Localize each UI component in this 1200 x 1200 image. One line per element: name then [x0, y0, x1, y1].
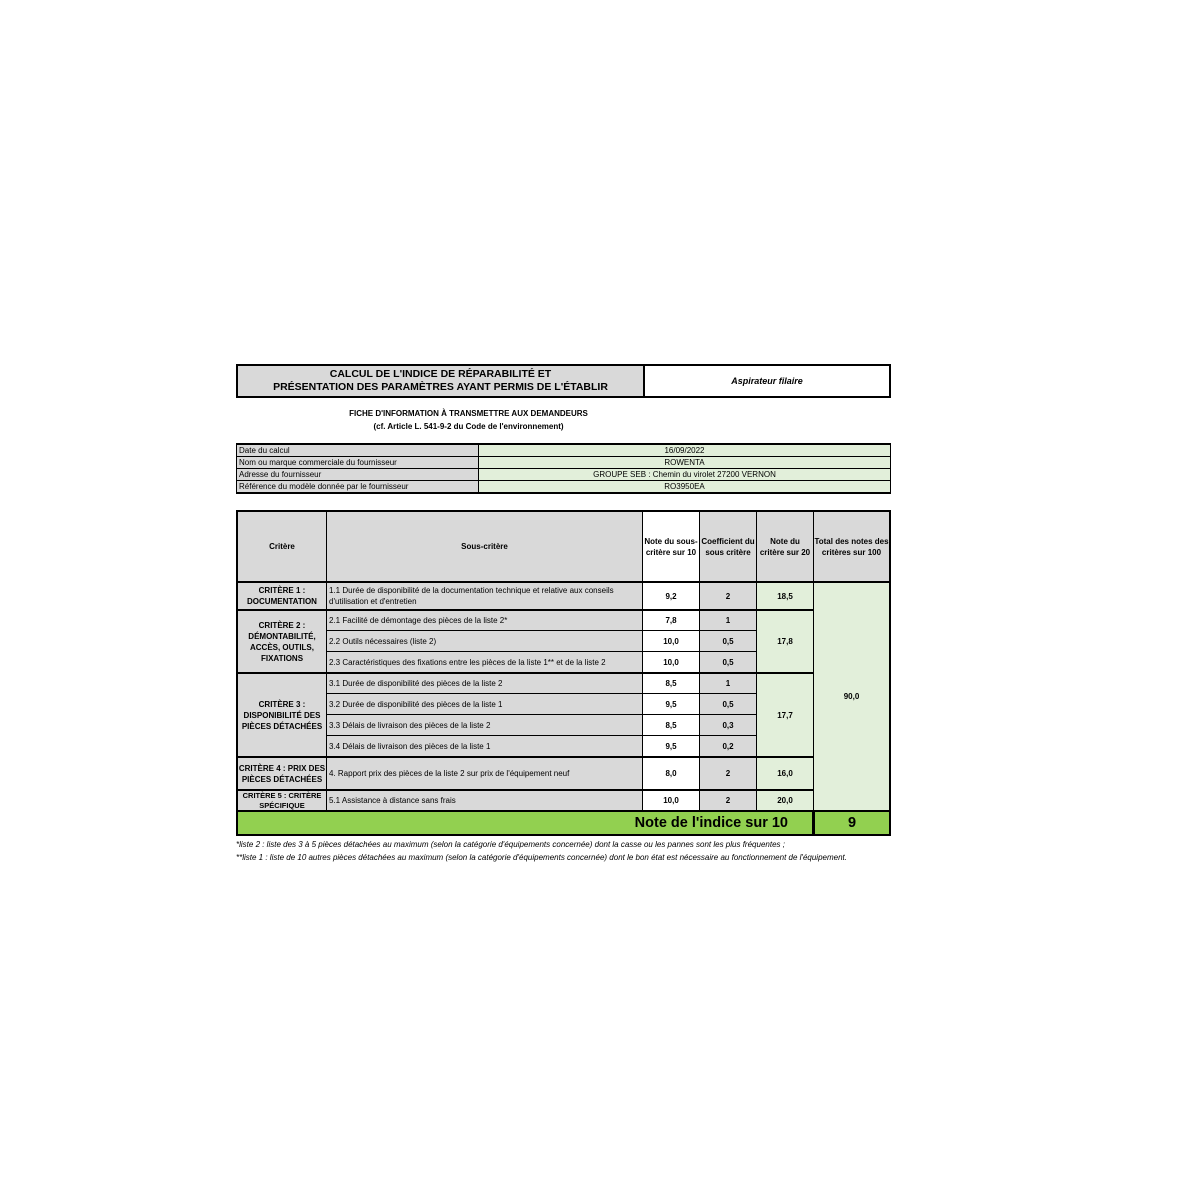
info-row — [237, 457, 891, 469]
info-label: Nom ou marque commerciale du fournisseur — [237, 457, 479, 469]
final-index-label: Note de l'indice sur 10 — [236, 810, 814, 836]
col-header-note-sous-critere: Note du sous-critère sur 10 — [642, 510, 700, 582]
sub-criterion-label: 3.4 Délais de livraison des pièces de la liste 1 — [326, 735, 643, 757]
criterion-name: CRITÈRE 2 : DÉMONTABILITÉ, ACCÈS, OUTILS, FIXATIONS — [236, 609, 327, 673]
sub-criterion-coef: 0,5 — [699, 693, 757, 715]
sub-criterion-label: 4. Rapport prix des pièces de la liste 2 sur prix de l'équipement neuf — [326, 756, 643, 790]
fiche-line2: (cf. Article L. 541-9-2 du Code de l'environnement) — [373, 422, 564, 431]
fiche-heading — [236, 407, 701, 433]
header-title-line2: PRÉSENTATION DES PARAMÈTRES AYANT PERMIS DE L'ÉTABLIR — [273, 381, 608, 393]
sub-criterion-note: 8,5 — [642, 672, 700, 694]
sub-criterion-label: 5.1 Assistance à distance sans frais — [326, 789, 643, 811]
criterion-name: CRITÈRE 1 : DOCUMENTATION — [236, 581, 327, 610]
sub-criterion-coef: 2 — [699, 789, 757, 811]
total-score: 90,0 — [813, 581, 891, 811]
sub-criterion-label: 2.3 Caractéristiques des fixations entre les pièces de la liste 1** et de la liste 2 — [326, 651, 643, 673]
info-row — [237, 481, 891, 494]
criterion-name: CRITÈRE 4 : PRIX DES PIÈCES DÉTACHÉES — [236, 756, 327, 790]
sub-criterion-label: 1.1 Durée de disponibilité de la documentation technique et relative aux conseils d'utilisation et d'entretien — [326, 581, 643, 610]
info-value: 16/09/2022 — [479, 444, 891, 457]
sub-criterion-coef: 0,2 — [699, 735, 757, 757]
sub-criterion-label: 2.2 Outils nécessaires (liste 2) — [326, 630, 643, 652]
criterion-score: 20,0 — [756, 789, 814, 811]
sub-criterion-label: 3.2 Durée de disponibilité des pièces de la liste 1 — [326, 693, 643, 715]
sub-criterion-note: 9,5 — [642, 693, 700, 715]
sub-criterion-note: 8,5 — [642, 714, 700, 736]
final-index-value: 9 — [813, 810, 891, 836]
fiche-line1: FICHE D'INFORMATION À TRANSMETTRE AUX DEMANDEURS — [349, 409, 588, 418]
sub-criterion-note: 9,2 — [642, 581, 700, 610]
info-value: RO3950EA — [479, 481, 891, 494]
sub-criterion-note: 10,0 — [642, 789, 700, 811]
sub-criterion-coef: 2 — [699, 581, 757, 610]
criterion-score: 17,7 — [756, 672, 814, 757]
sub-criterion-coef: 0,3 — [699, 714, 757, 736]
info-label: Date du calcul — [237, 444, 479, 457]
col-header-note-critere: Note du critère sur 20 — [756, 510, 814, 582]
info-value: GROUPE SEB : Chemin du virolet 27200 VERNON — [479, 469, 891, 481]
header-title-line1: CALCUL DE L'INDICE DE RÉPARABILITÉ ET — [329, 368, 552, 380]
info-label: Référence du modèle donnée par le fournisseur — [237, 481, 479, 494]
sub-criterion-coef: 0,5 — [699, 651, 757, 673]
sub-criterion-label: 3.3 Délais de livraison des pièces de la liste 2 — [326, 714, 643, 736]
sub-criterion-coef: 0,5 — [699, 630, 757, 652]
info-row — [237, 469, 891, 481]
criterion-score: 17,8 — [756, 609, 814, 673]
info-row — [237, 444, 891, 457]
sub-criterion-note: 9,5 — [642, 735, 700, 757]
supplier-info-table — [236, 443, 891, 494]
sub-criterion-note: 8,0 — [642, 756, 700, 790]
criterion-name: CRITÈRE 5 : CRITÈRE SPÉCIFIQUE — [236, 789, 327, 811]
sub-criterion-coef: 2 — [699, 756, 757, 790]
col-header-critere: Critère — [236, 510, 327, 582]
scoring-grid — [236, 510, 891, 837]
sub-criterion-note: 10,0 — [642, 651, 700, 673]
criterion-score: 16,0 — [756, 756, 814, 790]
col-header-sous-critere: Sous-critère — [326, 510, 643, 582]
sub-criterion-coef: 1 — [699, 609, 757, 631]
header-title — [236, 364, 645, 398]
criterion-name: CRITÈRE 3 : DISPONIBILITÉ DES PIÈCES DÉTACHÉES — [236, 672, 327, 757]
sub-criterion-note: 10,0 — [642, 630, 700, 652]
footnote-list2: *liste 2 : liste des 3 à 5 pièces détachées au maximum (selon la catégorie d'équipements concernée) dont la casse ou les pannes sont les plus fréquentes ; — [236, 840, 785, 849]
col-header-coefficient: Coefficient du sous critère — [699, 510, 757, 582]
product-type: Aspirateur filaire — [645, 364, 891, 398]
header — [236, 364, 891, 398]
info-value: ROWENTA — [479, 457, 891, 469]
footnotes — [236, 838, 876, 864]
col-header-total: Total des notes des critères sur 100 — [813, 510, 891, 582]
sub-criterion-note: 7,8 — [642, 609, 700, 631]
footnote-list1: **liste 1 : liste de 10 autres pièces détachées au maximum (selon la catégorie d'équipements concernée) dont le bon état est nécessaire au fonctionnement de l'équipement. — [236, 853, 847, 862]
info-label: Adresse du fournisseur — [237, 469, 479, 481]
sub-criterion-coef: 1 — [699, 672, 757, 694]
sub-criterion-label: 2.1 Facilité de démontage des pièces de la liste 2* — [326, 609, 643, 631]
criterion-score: 18,5 — [756, 581, 814, 610]
sub-criterion-label: 3.1 Durée de disponibilité des pièces de la liste 2 — [326, 672, 643, 694]
repairability-sheet — [236, 364, 891, 862]
